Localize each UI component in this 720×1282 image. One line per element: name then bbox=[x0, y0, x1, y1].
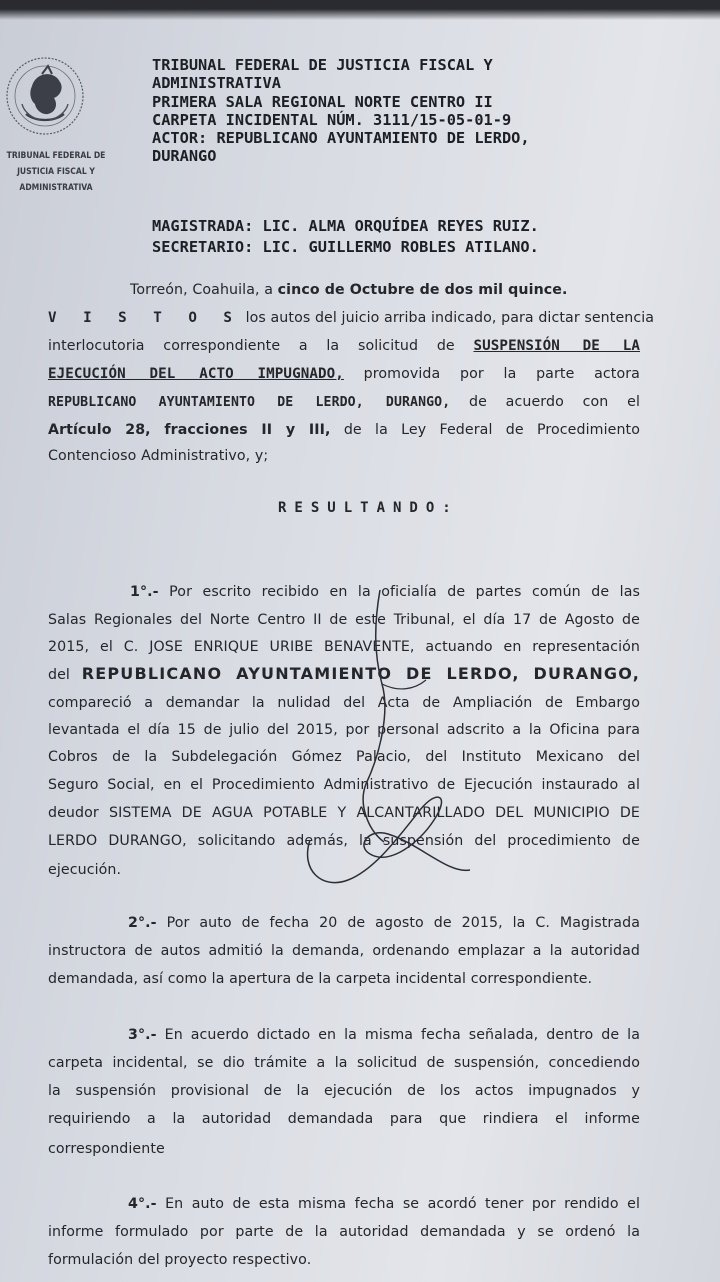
magistrate-block bbox=[152, 216, 632, 258]
intro-line bbox=[48, 394, 640, 410]
photo-top-shadow bbox=[0, 0, 720, 20]
mexican-eagle-seal-icon bbox=[2, 52, 88, 142]
header-line: PRIMERA SALA REGIONAL NORTE CENTRO II bbox=[152, 92, 493, 111]
p2-line: demandada, así como la apertura de la carpeta incidental correspondiente. bbox=[48, 971, 593, 987]
intro-emphasis: EJECUCIÓN DEL ACTO IMPUGNADO, bbox=[48, 366, 344, 382]
p3-number: 3°.- bbox=[128, 1027, 157, 1043]
magistrada-line: MAGISTRADA: LIC. ALMA ORQUÍDEA REYES RUIZ. bbox=[152, 217, 539, 235]
p1-line: levantada el día 15 de julio del 2015, por personal adscrito a la Oficina para bbox=[48, 722, 640, 738]
p1-line: LERDO DURANGO, solicitando además, la suspensión del procedimiento de bbox=[48, 833, 640, 849]
p3-line: carpeta incidental, se dio trámite a la solicitud de suspensión, concediendo bbox=[48, 1055, 640, 1071]
p2-text: Por auto de fecha 20 de agosto de 2015, la C. Magistrada bbox=[166, 915, 640, 931]
p1-line: Salas Regionales del Norte Centro II de este Tribunal, el día 17 de Agosto de bbox=[48, 612, 640, 628]
p2-line bbox=[128, 915, 640, 931]
p1-line: deudor SISTEMA DE AGUA POTABLE Y ALCANTARILLADO DEL MUNICIPIO DE bbox=[48, 805, 640, 821]
secretario-line: SECRETARIO: LIC. GUILLERMO ROBLES ATILANO. bbox=[152, 238, 539, 256]
vistos-label: V I S T O S bbox=[48, 310, 241, 326]
seal-caption bbox=[0, 148, 112, 196]
p1-line: ejecución. bbox=[48, 862, 122, 878]
intro-text: de la Ley Federal de Procedimiento bbox=[343, 422, 640, 438]
p2-line: instructora de autos admitió la demanda, ordenando emplazar a la autoridad bbox=[48, 943, 640, 959]
p4-text: En auto de esta misma fecha se acordó tener por rendido el bbox=[165, 1196, 640, 1212]
p4-line bbox=[128, 1196, 640, 1212]
seal-caption-line: TRIBUNAL FEDERAL DE bbox=[6, 151, 106, 161]
seal-caption-line: ADMINISTRATIVA bbox=[19, 183, 93, 193]
header-line: ACTOR: REPUBLICANO AYUNTAMIENTO DE LERDO, bbox=[152, 129, 530, 148]
intro-line bbox=[48, 310, 655, 326]
p1-text: Por escrito recibido en la oficialía de partes común de las bbox=[169, 584, 640, 600]
header-line: CARPETA INCIDENTAL NÚM. 3111/15-05-01-9 bbox=[152, 110, 512, 129]
p3-text: En acuerdo dictado en la misma fecha señalada, dentro de la bbox=[164, 1027, 640, 1043]
seal-caption-line: JUSTICIA FISCAL Y bbox=[17, 167, 95, 177]
p3-line: requiriendo a la autoridad demandada para que rindiera el informe bbox=[48, 1111, 640, 1127]
p1-line: 2015, el C. JOSE ENRIQUE URIBE BENAVENTE, actuando en representación bbox=[48, 639, 640, 655]
intro-place: Torreón, Coahuila, a bbox=[130, 282, 274, 298]
p4-line: formulación del proyecto respectivo. bbox=[48, 1252, 312, 1268]
resultando-heading: RESULTANDO: bbox=[278, 500, 459, 516]
p1-line: Seguro Social, en el Procedimiento Administrativo de Ejecución instaurado al bbox=[48, 777, 640, 793]
header-line: ADMINISTRATIVA bbox=[152, 74, 281, 93]
p1-emphasis: REPUBLICANO AYUNTAMIENTO DE LERDO, DURANGO, bbox=[81, 664, 640, 683]
header-line: DURANGO bbox=[152, 147, 217, 166]
handwritten-signature-icon bbox=[270, 584, 500, 894]
p1-text: del bbox=[48, 667, 70, 683]
p4-line: informe formulado por parte de la autoridad demandada y se ordenó la bbox=[48, 1224, 640, 1240]
p3-line: la suspensión provisional de la ejecución de los actos impugnados y bbox=[48, 1083, 640, 1099]
intro-emphasis: Artículo 28, fracciones II y III, bbox=[48, 422, 331, 438]
intro-text: interlocutoria correspondiente a la solicitud de bbox=[48, 338, 455, 354]
intro-line bbox=[130, 282, 634, 298]
document-header bbox=[152, 56, 632, 166]
p3-line bbox=[128, 1027, 640, 1043]
intro-line bbox=[48, 422, 640, 438]
intro-line bbox=[48, 338, 640, 354]
intro-text: los autos del juicio arriba indicado, para dictar sentencia bbox=[245, 310, 655, 326]
p1-number: 1°.- bbox=[130, 584, 159, 600]
p1-line: Cobros de la Subdelegación Gómez Palacio, del Instituto Mexicano del bbox=[48, 749, 640, 765]
intro-emphasis: SUSPENSIÓN DE LA bbox=[473, 338, 640, 354]
intro-line bbox=[48, 366, 640, 382]
intro-line: Contencioso Administrativo, y; bbox=[48, 448, 269, 464]
p3-line: correspondiente bbox=[48, 1141, 165, 1157]
p4-number: 4°.- bbox=[128, 1196, 157, 1212]
intro-text: de acuerdo con el bbox=[469, 394, 640, 410]
intro-text: promovida por la parte actora bbox=[363, 366, 640, 382]
p1-line: compareció a demandar la nulidad del Acta de Ampliación de Embargo bbox=[48, 695, 640, 711]
p2-number: 2°.- bbox=[128, 915, 157, 931]
intro-emphasis: REPUBLICANO AYUNTAMIENTO DE LERDO, DURANGO, bbox=[48, 395, 451, 410]
header-line: TRIBUNAL FEDERAL DE JUSTICIA FISCAL Y bbox=[152, 56, 493, 74]
intro-date: cinco de Octubre de dos mil quince. bbox=[277, 282, 568, 298]
